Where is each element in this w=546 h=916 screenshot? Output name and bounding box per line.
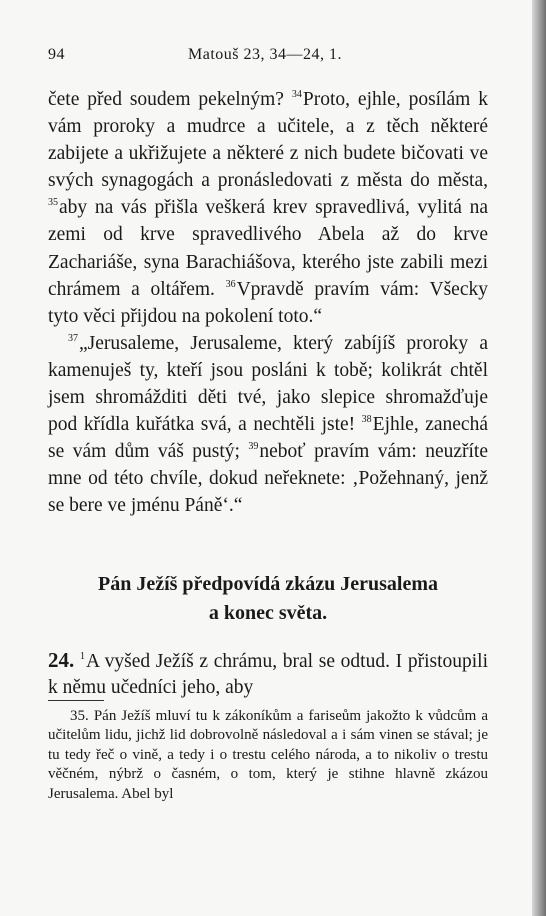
verse-number: 36 xyxy=(225,278,236,290)
paragraph-2 xyxy=(48,330,488,520)
paragraph-1 xyxy=(48,86,488,330)
section-heading xyxy=(48,570,488,628)
running-header xyxy=(48,46,482,68)
chapter-number: 24. xyxy=(48,648,75,672)
text-segment: Ejhle, zanechá se vám dům váš pustý; xyxy=(48,414,488,463)
section-heading-line: a konec světa. xyxy=(208,602,328,624)
text-segment: „Jerusaleme, Jerusaleme, který zabíjíš proroky a kamenuješ ty, kteří jsou posláni k tobě; kolikrát chtěl jsem shromážditi děti tvé, jako slepice shromažďuje pod křídla kuřátka svá, a nechtěli jste! xyxy=(48,332,488,436)
chapter-24-start xyxy=(48,647,488,701)
verse-number: 37 xyxy=(68,332,78,344)
text-segment: Proto, ejhle, posílám k vám proroky a mudrce a učitele, a z těch některé zabijete a ukřižujete a některé z nich budete bičovati ve svých synagogách a pronásledovati z města do města, xyxy=(48,89,488,192)
page-number: 94 xyxy=(48,46,65,63)
page-edge-shadow xyxy=(532,0,546,916)
verse-number: 35 xyxy=(48,197,58,209)
verse-number: 39 xyxy=(248,441,259,453)
text-segment: aby na vás přišla veškerá krev spravedlivá, vylitá na zemi od krve spravedlivého Abela až do krve Zachariáše, syna Barachiášova, kterého jste zabili mezi chrámem a oltářem. xyxy=(48,197,488,300)
section-heading-line: Pán Ježíš předpovídá zkázu Jerusalema xyxy=(98,573,438,595)
verse-number: 34 xyxy=(291,89,302,100)
footnote xyxy=(48,707,488,804)
chapter-reference: Matouš 23, 34—24, 1. xyxy=(188,46,342,63)
text-segment: A vyšed Ježíš z chrámu, bral se odtud. I přistoupili k němu učedníci jeho, aby xyxy=(48,651,488,698)
verse-number: 38 xyxy=(361,414,372,426)
footnote-divider xyxy=(48,700,104,701)
verse-number: 1 xyxy=(79,651,85,662)
text-segment: čete před soudem pekelným? xyxy=(48,89,292,110)
text-segment: neboť pravím vám: neuzříte mne od této chvíle, dokud neřeknete: ‚Požehnaný, jenž se bere ve jménu Páně‘.“ xyxy=(48,441,488,517)
footnote-text: 35. Pán Ježíš mluví tu k zákoníkům a fariseům jakožto k vůdcům a učitelům lidu, jichž lid dobrovolně následoval a i sám vinen se stával; je tu tedy řeč o vině, a tedy i o trestu celého národa, a to nikoliv o trestu věčném, nýbrž o časném, o tom, který je stihne hlavně zkázou Jerusalema. Abel byl xyxy=(48,708,488,802)
main-passage xyxy=(48,86,488,520)
text-segment: Vpravdě pravím vám: Všecky tyto věci přijdou na pokolení toto.“ xyxy=(48,278,488,327)
